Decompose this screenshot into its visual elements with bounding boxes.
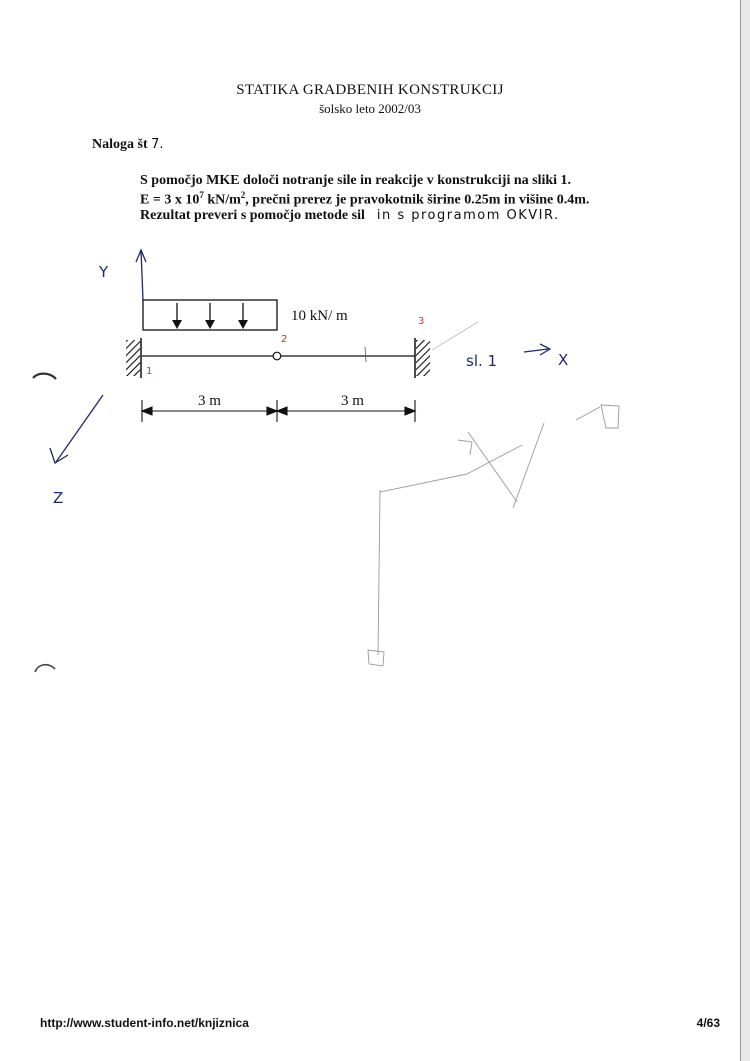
figure-caption: sl. 1	[466, 352, 498, 370]
scan-mark-top	[33, 374, 56, 379]
dimension-lines	[142, 400, 415, 422]
node-label-1: 1	[146, 366, 153, 377]
task-line-2-exp: 7	[199, 190, 204, 200]
task-line-3-handwritten: in s programom OKVIR.	[376, 208, 560, 223]
axis-y-arrow	[136, 250, 146, 300]
task-number: 7.	[151, 137, 164, 152]
axis-x-arrow	[524, 344, 550, 355]
span-1-label: 3 m	[198, 393, 221, 409]
task-line-2-b: kN/m	[203, 192, 241, 208]
task-heading-label: Naloga št	[92, 137, 148, 152]
left-fixed-support	[126, 340, 140, 376]
scan-mark-bottom	[35, 665, 55, 672]
task-line-1: S pomočjo MKE določi notranje sile in reakcije v konstrukciji na sliki 1.	[140, 173, 572, 188]
load-label: 10 kN/ m	[291, 308, 348, 324]
document-subtitle: šolsko leto 2002/03	[319, 101, 421, 116]
document-title: STATIKA GRADBENIH KONSTRUKCIJ	[236, 82, 504, 98]
axis-z-label: Z	[53, 489, 64, 507]
node-label-2: 2	[281, 334, 288, 345]
axis-z-arrow	[50, 395, 103, 463]
span-2-label: 3 m	[341, 393, 364, 409]
load-arrowheads	[172, 320, 248, 329]
task-line-2-c: , prečni prerez je pravokotnik širine 0.25m in višine 0.4m.	[245, 192, 590, 208]
axis-y-label: Y	[99, 263, 109, 281]
pencil-sketch	[368, 405, 619, 666]
hinge	[273, 352, 281, 360]
task-line-2-exp2: 2	[240, 190, 246, 200]
task-line-2-a: E = 3 x 10	[140, 192, 200, 208]
axis-x-label: X	[558, 351, 569, 369]
footer-url: http://www.student-info.net/knjiznica	[40, 1016, 249, 1030]
node-label-3: 3	[418, 316, 425, 327]
right-fixed-support	[416, 340, 430, 376]
task-line-3-text: Rezultat preveri s pomočjo metode sil	[140, 208, 365, 223]
footer-page-number: 4/63	[696, 1016, 720, 1030]
